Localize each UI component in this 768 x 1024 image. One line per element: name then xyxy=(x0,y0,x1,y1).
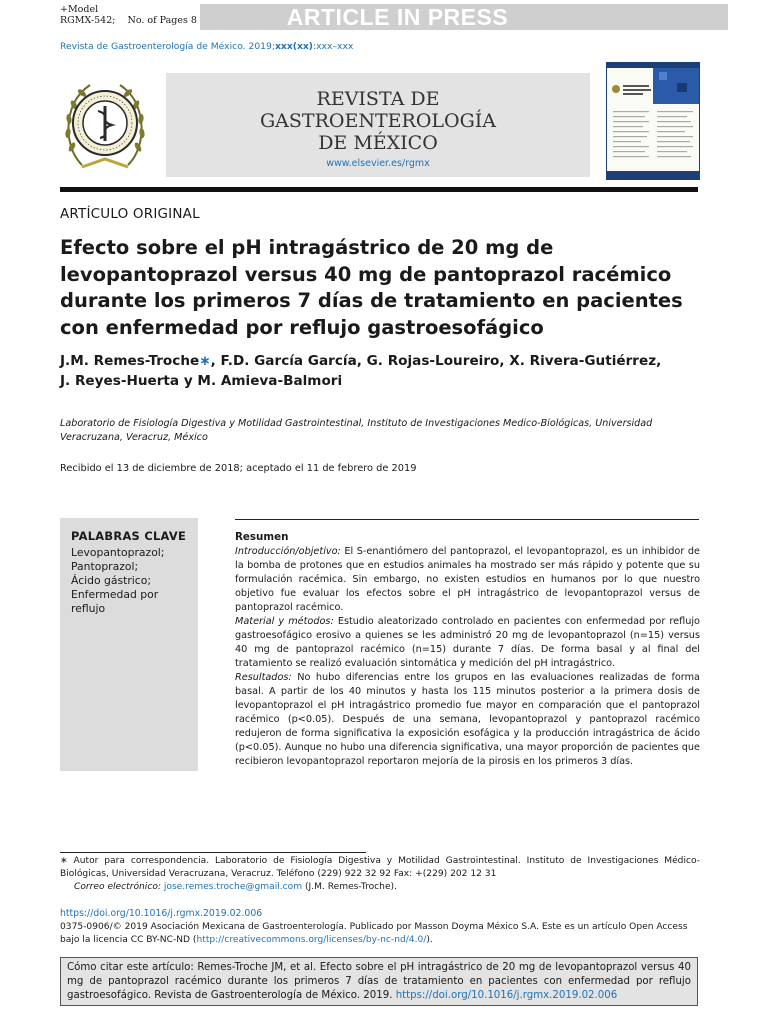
author-corresponding: J.M. Remes-Troche xyxy=(60,353,200,369)
email-suffix: (J.M. Remes-Troche). xyxy=(302,881,397,892)
abstract-methods-label: Material y métodos: xyxy=(235,616,334,627)
abstract-body xyxy=(235,545,700,769)
journal-banner-title xyxy=(166,88,590,154)
how-to-cite-box xyxy=(60,957,698,1006)
banner-title-line-1: REVISTA DE xyxy=(316,88,440,110)
license-statement xyxy=(60,921,705,947)
corresponding-author-footnote xyxy=(60,855,700,893)
article-type: ARTÍCULO ORIGINAL xyxy=(60,206,200,222)
abstract-results xyxy=(235,671,700,769)
author-list xyxy=(60,352,700,391)
model-line-2: RGMX-542; No. of Pages 8 xyxy=(60,15,197,26)
journal-citation-volume: xxx(xx) xyxy=(274,41,313,52)
cite-text: Cómo citar este artículo: Remes-Troche JM, et al. Efecto sobre el pH intragástrico de 20 mg de levopantoprazol versus 40 mg de pantoprazol racémico durante los primeros 7 días de tratamiento en pacientes con enfermedad por reflujo gastroesofágico. Revista de Gastroenterología de México. 2019. xyxy=(67,962,691,1001)
footnote-email xyxy=(60,881,700,894)
abstract-results-text: No hubo diferencias entre los grupos en las evaluaciones realizadas de forma basal. A partir de los 40 minutos y hasta los 115 minutos posterior a la primera dosis de levopantoprazol el pH intragástrico promedio fue mayor en comparación que el pantoprazol racémico (p<0.05). Después de una semana, levopantoprazol y pantoprazol racémico redujeron de forma significativa la exposición esofágica y la producción intragástrica de ácido (p<0.05). Aunque no hubo una diferencia significativa, una mayor proporción de pacientes que recibieron levopantoprazol reportaron mejoría de la pirosis en los primeros 3 días. xyxy=(235,672,700,767)
journal-citation-prefix: Revista de Gastroenterología de México. 2019; xyxy=(60,41,275,52)
abstract-intro xyxy=(235,545,700,615)
affiliation: Laboratorio de Fisiología Digestiva y Motilidad Gastrointestinal, Instituto de Investigaciones Medico-Biológicas, Universidad Veracruzana, Veracruz, México xyxy=(60,418,653,443)
abstract-intro-label: Introducción/objetivo: xyxy=(235,546,341,557)
abstract-heading: Resumen xyxy=(235,531,289,543)
license-link[interactable]: http://creativecommons.org/licenses/by-nc-nd/4.0/ xyxy=(196,935,427,946)
keyword-item: Pantoprazol; xyxy=(71,560,139,573)
journal-citation-pages: :xxx–xxx xyxy=(313,41,354,52)
abstract-methods xyxy=(235,615,700,671)
doi-link[interactable]: https://doi.org/10.1016/j.rgmx.2019.02.006 xyxy=(60,908,263,919)
keyword-item: Levopantoprazol; xyxy=(71,546,165,559)
model-info xyxy=(60,4,197,26)
keyword-item: Enfermedad por reflujo xyxy=(71,588,159,615)
abstract-divider xyxy=(235,519,699,520)
keywords-title: PALABRAS CLAVE xyxy=(71,529,187,543)
journal-cover-thumbnail xyxy=(606,62,700,180)
author-line-1-rest: , F.D. García García, G. Rojas-Loureiro, X. Rivera-Gutiérrez, xyxy=(210,353,662,369)
license-suffix: ). xyxy=(426,935,433,946)
article-in-press-label: ARTICLE IN PRESS xyxy=(286,4,509,30)
abstract-results-label: Resultados: xyxy=(235,672,292,683)
footnote-divider xyxy=(60,852,366,853)
author-line-1 xyxy=(60,352,700,372)
article-title: Efecto sobre el pH intragástrico de 20 mg de levopantoprazol versus 40 mg de pantoprazol racémico durante los primeros 7 días de tratamiento en pacientes con enfermedad por reflujo gastroesofágico xyxy=(60,236,683,339)
author-line-2: J. Reyes-Huerta y M. Amieva-Balmori xyxy=(60,372,343,389)
received-accepted-dates: Recibido el 13 de diciembre de 2018; aceptado el 11 de febrero de 2019 xyxy=(60,463,417,474)
keyword-item: Ácido gástrico; xyxy=(71,574,151,587)
model-line-1: +Model xyxy=(60,4,99,15)
keywords-list xyxy=(71,546,191,616)
email-label: Correo electrónico: xyxy=(74,881,161,892)
footnote-corr: ∗ Autor para correspondencia. Laboratorio de Fisiología Digestiva y Motilidad Gastrointestinal. Instituto de Investigaciones Médico-Biológicas, Universidad Veracruzana, Veracruz. Teléfono (229) 922 32 92 Fax: +(229) 202 12 31 xyxy=(60,856,700,879)
banner-title-line-2: GASTROENTEROLOGÍA xyxy=(260,110,496,132)
society-seal-logo xyxy=(60,73,150,175)
journal-url[interactable]: www.elsevier.es/rgmx xyxy=(326,158,430,169)
cite-doi-link[interactable]: https://doi.org/10.1016/j.rgmx.2019.02.006 xyxy=(395,990,618,1001)
corresponding-star-link[interactable]: ∗ xyxy=(199,353,211,369)
banner-title-line-3: DE MÉXICO xyxy=(318,132,438,154)
header-divider xyxy=(60,187,698,192)
abstract-methods-text: Estudio aleatorizado controlado en pacientes con enfermedad por reflujo gastroesofágico erosivo a quienes se les administró 20 mg de levopantoprazol (n=15) versus 40 mg de pantoprazol racémico (n=15) durante 7 días. De forma basal y al final del tratamiento se realizó evaluación sintomática y medición del pH intragástrico. xyxy=(235,616,700,669)
abstract-intro-text: El S-enantiómero del pantoprazol, el levopantoprazol, es un inhibidor de la bomba de protones que en estudios animales ha mostrado ser más rápido y potente que su formulación racémica. Sin embargo, no existen estudios en humanos por lo que nuestro objetivo fue evaluar los efectos sobre el pH intragástrico de levopantoprazol versus de pantoprazol racémico. xyxy=(235,546,700,613)
license-text: 0375-0906/© 2019 Asociación Mexicana de Gastroenterología. Publicado por Masson Doyma México S.A. Este es un artículo Open Access bajo la licencia CC BY-NC-ND ( xyxy=(60,922,688,946)
email-link[interactable]: jose.remes.troche@gmail.com xyxy=(163,881,303,892)
journal-citation[interactable] xyxy=(60,41,353,52)
